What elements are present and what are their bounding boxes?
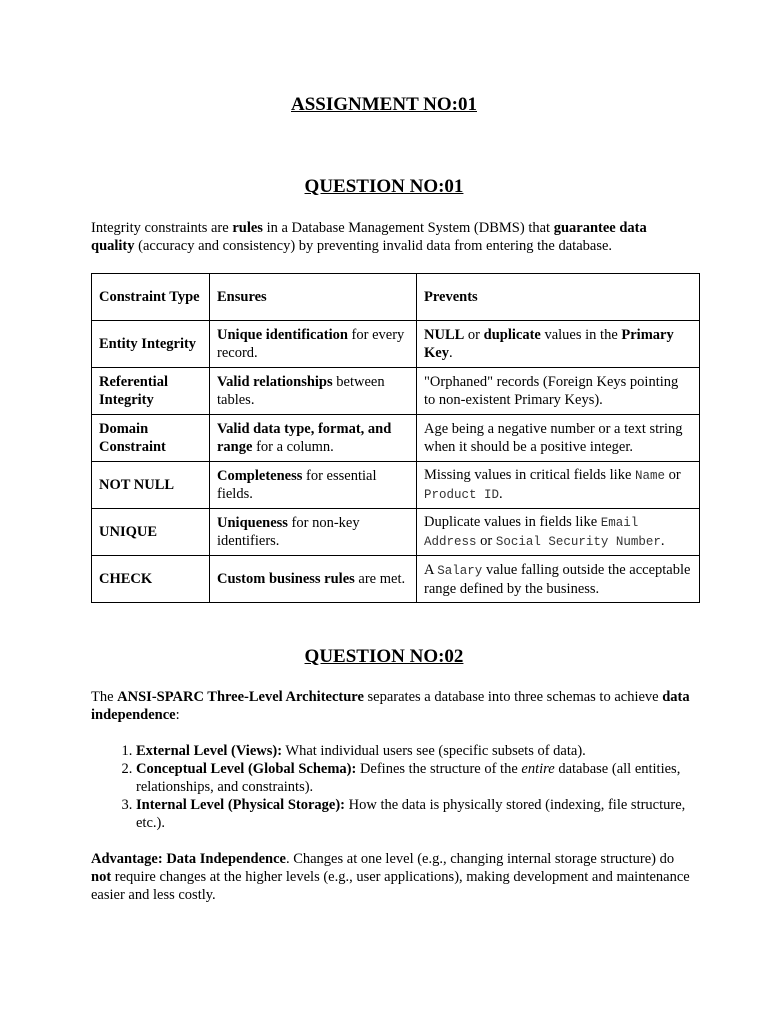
ensures-cell: Unique identification for every record. bbox=[210, 321, 417, 368]
architecture-levels-list bbox=[91, 742, 696, 832]
table-header-row bbox=[92, 274, 700, 321]
table-row bbox=[92, 509, 700, 556]
prevents-cell: Age being a negative number or a text string when it should be a positive integer. bbox=[417, 415, 700, 462]
prevents-cell: NULL or duplicate values in the Primary Key. bbox=[417, 321, 700, 368]
ensures-cell: Uniqueness for non-key identifiers. bbox=[210, 509, 417, 556]
document-title: ASSIGNMENT NO:01 bbox=[291, 94, 477, 115]
question-2-intro: The ANSI-SPARC Three-Level Architecture separates a database into three schemas to achieve data independence: bbox=[91, 689, 690, 723]
prevents-cell: Duplicate values in fields like Email Address or Social Security Number. bbox=[417, 509, 700, 556]
advantage-paragraph: Advantage: Data Independence. Changes at one level (e.g., changing internal storage structure) do not require changes at the higher levels (e.g., user applications), making development and maintenance easier and less costly. bbox=[91, 851, 690, 903]
prevents-cell: "Orphaned" records (Foreign Keys pointing to non-existent Primary Keys). bbox=[417, 368, 700, 415]
ensures-cell: Custom business rules are met. bbox=[210, 556, 417, 603]
question-1-heading: QUESTION NO:01 bbox=[304, 176, 464, 197]
ensures-cell: Valid relationships between tables. bbox=[210, 368, 417, 415]
constraint-type-cell: UNIQUE bbox=[92, 509, 210, 556]
constraint-type-cell: Referential Integrity bbox=[92, 368, 210, 415]
table-row bbox=[92, 415, 700, 462]
table-row bbox=[92, 321, 700, 368]
table-row bbox=[92, 556, 700, 603]
question-2-heading: QUESTION NO:02 bbox=[304, 646, 464, 667]
constraint-type-cell: CHECK bbox=[92, 556, 210, 603]
ensures-cell: Valid data type, format, and range for a column. bbox=[210, 415, 417, 462]
question-1-intro: Integrity constraints are rules in a Database Management System (DBMS) that guarantee data quality (accuracy and consistency) by preventing invalid data from entering the database. bbox=[91, 220, 647, 254]
header-constraint-type: Constraint Type bbox=[92, 274, 210, 321]
ensures-cell: Completeness for essential fields. bbox=[210, 462, 417, 509]
list-item: 2. Conceptual Level (Global Schema): Defines the structure of the entire database (all entities, relationships, and constraints). bbox=[136, 760, 696, 796]
constraint-type-cell: NOT NULL bbox=[92, 462, 210, 509]
constraints-table bbox=[91, 273, 700, 603]
table-row bbox=[92, 368, 700, 415]
list-item: 1. External Level (Views): What individual users see (specific subsets of data). bbox=[136, 742, 696, 760]
table-row bbox=[92, 462, 700, 509]
constraint-type-cell: Domain Constraint bbox=[92, 415, 210, 462]
prevents-cell: Missing values in critical fields like Name or Product ID. bbox=[417, 462, 700, 509]
list-item: 3. Internal Level (Physical Storage): How the data is physically stored (indexing, file structure, etc.). bbox=[136, 796, 696, 832]
header-prevents: Prevents bbox=[417, 274, 700, 321]
prevents-cell: A Salary value falling outside the acceptable range defined by the business. bbox=[417, 556, 700, 603]
header-ensures: Ensures bbox=[210, 274, 417, 321]
constraint-type-cell: Entity Integrity bbox=[92, 321, 210, 368]
